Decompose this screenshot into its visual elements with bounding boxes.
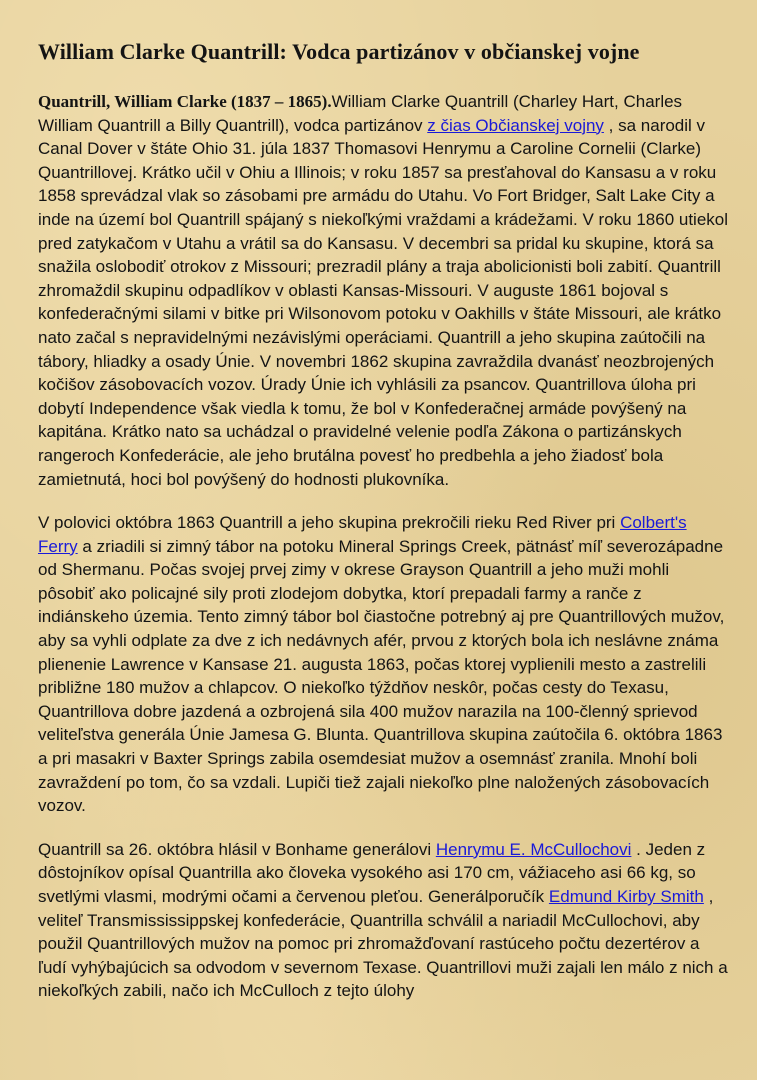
- paragraph-1: [38, 90, 728, 491]
- paragraph-3-text-a: Quantrill sa 26. októbra hlásil v Bonhame generálovi: [38, 839, 436, 859]
- paragraph-1-text-a: William Clarke Quantrill (Charley Hart, Charles William Quantrill a Billy Quantrill), vodca partizánov: [38, 92, 683, 135]
- lead-heading: Quantrill, William Clarke (1837 – 1865).: [38, 92, 332, 111]
- link-civil-war[interactable]: z čias Občianskej vojny: [427, 115, 604, 135]
- paragraph-2: [38, 511, 728, 818]
- paragraph-2-text-a: V polovici októbra 1863 Quantrill a jeho skupina prekročili rieku Red River pri: [38, 513, 621, 533]
- link-henry-mcculloch[interactable]: Henrymu E. McCullochovi: [435, 839, 632, 859]
- link-edmund-kirby-smith[interactable]: Edmund Kirby Smith: [548, 887, 704, 906]
- paragraph-3-text-b: . Jeden z dôstojníkov opísal Quantrilla ako človeka vysokého asi 170 cm, vážiaceho asi 66 kg, so svetlými vlasmi, modrými očami a červenou pleťou. Generálporučík: [38, 839, 706, 906]
- article: [38, 36, 728, 1023]
- paragraph-3: [38, 838, 728, 1003]
- paragraph-1-text-b: , sa narodil v Canal Dover v štáte Ohio 31. júla 1837 Thomasovi Henrymu a Caroline Cornelii (Clarke) Quantrillovej. Krátko učil v Ohiu a Illinois; v roku 1857 sa presťahoval do Kansasu a v roku 1858 sprevádzal vlak so zásobami pre armádu do Utahu. Vo Fort Bridger, Salt Lake City a inde na území bol Quantrill spájaný s niekoľkými vraždami a krádežami. V roku 1860 utiekol pred zatykačom v Utahu a vrátil sa do Kansasu. V decembri sa pridal ku skupine, ktorá sa snažila oslobodiť otrokov z Missouri; prezradil plány a traja abolicionisti boli zabití. Quantrill zhromaždil skupinu odpadlíkov v oblasti Kansas-Missouri. V auguste 1861 bojoval s konfederačnými silami v bitke pri Wilsonovom potoku v Oakhills v štáte Missouri, ale krátko nato začal s nepravidelnými nezávislými operáciami. Quantrill a jeho skupina zaútočili na tábory, hliadky a osady Únie. V novembri 1862 skupina zavraždila dvanásť neozbrojených kočišov zásobovacích vozov. Úrady Únie ich vyhlásili za psancov. Quantrillova úloha pri dobytí Independence však viedla k tomu, že bol v Konfederačnej armáde povýšený na kapitána. Krátko nato sa uchádzal o pravidelné velenie podľa Zákona o partizánskych rangeroch Konfederácie, ale jeho brutálna povesť ho predbehla a jeho žiadosť bola zamietnutá, hoci bol povýšený do hodnosti plukovníka.: [38, 115, 729, 489]
- link-colberts-ferry[interactable]: Colbert's Ferry: [38, 513, 687, 556]
- paragraph-3-text-c: , veliteľ Transmississippskej konfederácie, Quantrilla schválil a nariadil McCullochovi, aby použil Quantrillových mužov na pomoc pri zhromažďovaní rastúceho počtu dezertérov a ľudí vyhýbajúcich sa odvodom v severnom Texase. Quantrillovi muži zajali len málo z nich a niekoľkých zabili, načo ich McCulloch z tejto úlohy: [38, 887, 728, 1001]
- paragraph-2-text-b: a zriadili si zimný tábor na potoku Mineral Springs Creek, pätnásť míľ severozápadne od Shermanu. Počas svojej prvej zimy v okrese Grayson Quantrill a jeho muži mohli pôsobiť ako policajné sily proti zlodejom dobytka, ktorí prepadali farmy a ranče z indiánskeho územia. Tento zimný tábor bol čiastočne potrebný aj pre Quantrillových mužov, aby sa vyhli odplate za dve z ich nedávnych afér, prvou z ktorých bola ich neslávne známa plienenie Lawrence v Kansase 21. augusta 1863, počas ktorej vyplienili mesto a zastrelili približne 180 mužov a chlapcov. O niekoľko týždňov neskôr, počas cesty do Texasu, Quantrillova dobre jazdená a ozbrojená sila 400 mužov narazila na 100-členný sprievod veliteľstva generála Únie Jamesa G. Blunta. Quantrillova skupina zaútočila 6. októbra 1863 a pri masakri v Baxter Springs zabila osemdesiat mužov a osemnásť zranila. Mnohí boli zavraždení po tom, čo sa vzdali. Lupiči tiež zajali niekoľko plne naložených zásobovacích vozov.: [38, 536, 725, 816]
- article-title: William Clarke Quantrill: Vodca partizánov v občianskej vojne: [38, 39, 640, 64]
